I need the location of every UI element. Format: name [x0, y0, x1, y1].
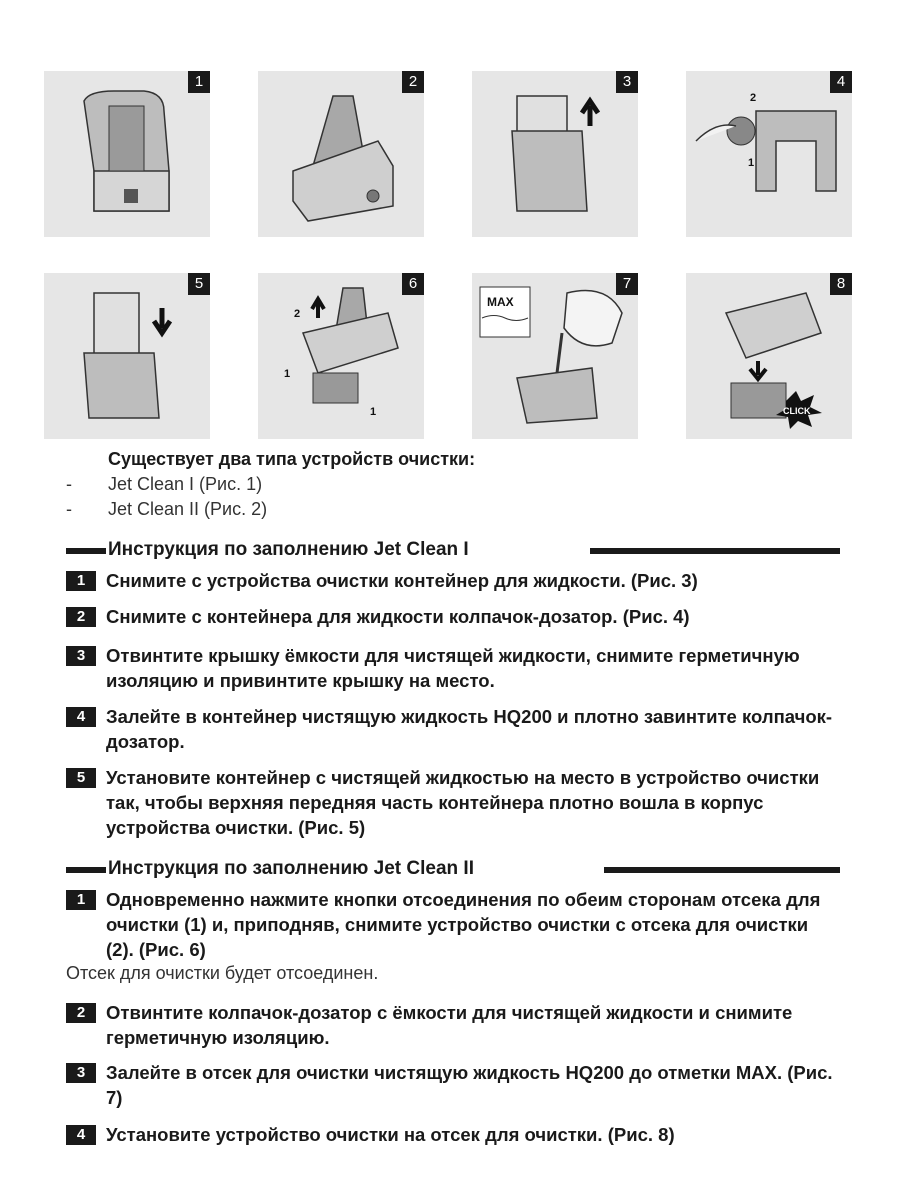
intro-lead: Существует два типа устройств очистки: [108, 449, 476, 469]
figure-number: 3 [616, 71, 638, 93]
step-label: 2 [294, 308, 301, 320]
heading-bar [66, 548, 106, 554]
max-label: MAX [487, 295, 514, 309]
section-heading-jet-clean-1 [66, 537, 840, 563]
heading-bar [604, 867, 840, 873]
click-container-illustration [686, 273, 852, 439]
unscrew-cap-illustration [686, 71, 852, 237]
figure-8 [686, 273, 852, 439]
step-text: Снимите с устройства очистки контейнер для жидкости. (Рис. 3) [106, 570, 698, 591]
figure-6 [258, 273, 424, 439]
arrow-down-icon [750, 361, 766, 379]
step-item [66, 887, 840, 962]
figure-number: 2 [402, 71, 424, 93]
heading-bar [590, 548, 840, 554]
step-number-badge: 3 [66, 1063, 96, 1083]
step-item [66, 1000, 840, 1050]
section-title: Инструкция по заполнению Jet Clean I [108, 537, 473, 563]
figure-number: 8 [830, 273, 852, 295]
figure-number: 1 [188, 71, 210, 93]
step-label: 1 [370, 406, 377, 418]
step-text: Установите контейнер с чистящей жидкостью на место в устройство очистки так, чтобы верхняя передняя часть контейнера плотно вошла в корпус устройства очистки. (Рис. 5) [106, 767, 820, 838]
list-item: - Jet Clean II (Рис. 2) [66, 499, 268, 519]
arrow-up-icon [312, 299, 324, 318]
pour-fluid-illustration [472, 273, 638, 439]
figure-7 [472, 273, 638, 439]
step-number-badge: 4 [66, 707, 96, 727]
step-text: Одновременно нажмите кнопки отсоединения по обеим сторонам отсека для очистки (1) и, приподняв, снимите устройство очистки с отсека для очистки (2). (Рис. 6) [106, 889, 821, 960]
step-text: Отвинтите колпачок-дозатор с ёмкости для чистящей жидкости и снимите герметичную изоляцию. [106, 1002, 793, 1048]
list-item-text: Jet Clean I (Рис. 1) [108, 474, 263, 494]
heading-bar [66, 867, 106, 873]
figure-number: 4 [830, 71, 852, 93]
step-label: 1 [284, 368, 291, 380]
arrow-up-icon [582, 101, 598, 126]
cleaning-unit-illustration [258, 71, 424, 237]
step-number-badge: 4 [66, 1125, 96, 1145]
step-number-badge: 2 [66, 607, 96, 627]
intro [66, 447, 475, 522]
section-heading-jet-clean-2 [66, 856, 840, 882]
detach-unit-illustration [258, 273, 424, 439]
lift-cartridge-illustration [472, 71, 638, 237]
figure-number: 5 [188, 273, 210, 295]
cleaning-unit-illustration [44, 71, 210, 237]
push-cartridge-illustration [44, 273, 210, 439]
step-text: Залейте в отсек для очистки чистящую жидкость HQ200 до отметки MAX. (Рис. 7) [106, 1062, 833, 1108]
step-number-badge: 1 [66, 890, 96, 910]
step-item [66, 604, 840, 629]
step-text: Залейте в контейнер чистящую жидкость HQ200 и плотно завинтите колпачок-дозатор. [106, 706, 833, 752]
step-note: Отсек для очистки будет отсоединен. [66, 963, 379, 983]
step-label: 2 [750, 92, 757, 104]
figure-4 [686, 71, 852, 237]
step-text: Отвинтите крышку ёмкости для чистящей жидкости, снимите герметичную изоляцию и привинтите крышку на место. [106, 645, 800, 691]
step-item [66, 568, 840, 593]
click-label: CLICK [783, 406, 811, 416]
figure-number: 6 [402, 273, 424, 295]
step-item [66, 704, 840, 754]
step-number-badge: 2 [66, 1003, 96, 1023]
figure-number: 7 [616, 273, 638, 295]
step-number-badge: 1 [66, 571, 96, 591]
figure-3 [472, 71, 638, 237]
figure-1 [44, 71, 210, 237]
step-number-badge: 3 [66, 646, 96, 666]
step-text: Установите устройство очистки на отсек для очистки. (Рис. 8) [106, 1124, 675, 1145]
step-item [66, 1060, 840, 1110]
step-label: 1 [748, 157, 755, 169]
step-item [66, 643, 840, 693]
list-item-text: Jet Clean II (Рис. 2) [108, 499, 268, 519]
figure-5 [44, 273, 210, 439]
step-item [66, 765, 840, 840]
step-text: Снимите с контейнера для жидкости колпачок-дозатор. (Рис. 4) [106, 606, 690, 627]
section-title: Инструкция по заполнению Jet Clean II [108, 856, 478, 882]
list-item: - Jet Clean I (Рис. 1) [66, 474, 263, 494]
step-number-badge: 5 [66, 768, 96, 788]
step-item [66, 1122, 840, 1147]
figure-2 [258, 71, 424, 237]
arrow-down-icon [154, 308, 170, 333]
